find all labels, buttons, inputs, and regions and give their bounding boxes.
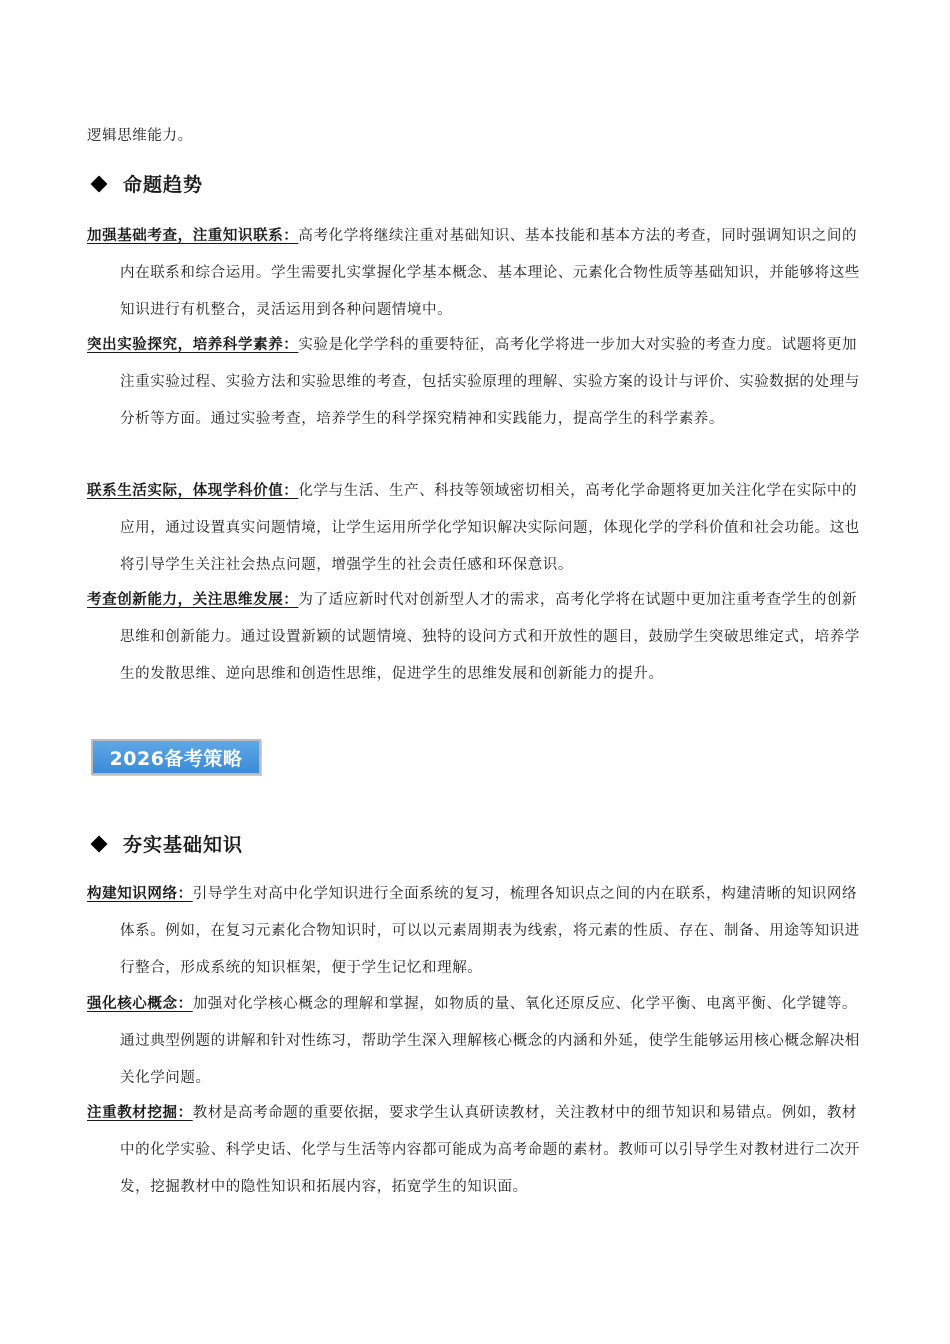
paragraph-lead: 强化核心概念： [87, 996, 193, 1012]
diamond-bullet-icon [91, 835, 108, 852]
paragraph-lead: 构建知识网络： [87, 886, 193, 902]
paragraph [87, 1095, 867, 1206]
paragraph-lead: 加强基础考查，注重知识联系： [87, 228, 299, 244]
paragraph-text: 化学与生活、生产、科技等领域密切相关，高考化学命题将更加关注化学在实际中的应用，通过设置真实问题情境，让学生运用所学化学知识解决实际问题，体现化学的学科价值和社会功能。这也将引导学生关注社会热点问题，增强学生的社会责任感和环保意识。 [120, 483, 860, 573]
section-title: 命题趋势 [123, 174, 204, 196]
paragraph [87, 986, 867, 1097]
paragraph [87, 876, 867, 987]
paragraph-lead: 考查创新能力，关注思维发展： [87, 592, 299, 608]
paragraph-text: 引导学生对高中化学知识进行全面系统的复习，梳理各知识点之间的内在联系，构建清晰的知识网络体系。例如，在复习元素化合物知识时，可以以元素周期表为线索，将元素的性质、存在、制备、用途等知识进行整合，形成系统的知识框架，便于学生记忆和理解。 [120, 886, 860, 976]
paragraph-text: 教材是高考命题的重要依据，要求学生认真研读教材，关注教材中的细节知识和易错点。例如，教材中的化学实验、科学史话、化学与生活等内容都可能成为高考命题的素材。教师可以引导学生对教材进行二次开发，挖掘教材中的隐性知识和拓展内容，拓宽学生的知识面。 [120, 1105, 860, 1195]
paragraph [87, 473, 867, 584]
strategy-banner: 2026备考策略 [91, 739, 261, 775]
paragraph-lead: 联系生活实际，体现学科价值： [87, 483, 299, 499]
paragraph-text: 加强对化学核心概念的理解和掌握，如物质的量、氧化还原反应、化学平衡、电离平衡、化学键等。通过典型例题的讲解和针对性练习，帮助学生深入理解核心概念的内涵和外延，使学生能够运用核心概念解决相关化学问题。 [120, 996, 860, 1086]
paragraph [87, 582, 867, 693]
section-heading-trends [88, 170, 203, 197]
paragraph-text: 高考化学将继续注重对基础知识、基本技能和基本方法的考查，同时强调知识之间的内在联系和综合运用。学生需要扎实掌握化学基本概念、基本理论、元素化合物性质等基础知识，并能够将这些知识进行有机整合，灵活运用到各种问题情境中。 [120, 228, 860, 318]
paragraph-text: 为了适应新时代对创新型人才的需求，高考化学将在试题中更加注重考查学生的创新思维和创新能力。通过设置新颖的试题情境、独特的设问方式和开放性的题目，鼓励学生突破思维定式，培养学生的发散思维、逆向思维和创造性思维，促进学生的思维发展和创新能力的提升。 [120, 592, 860, 682]
paragraph [87, 327, 867, 438]
diamond-bullet-icon [91, 175, 108, 192]
paragraph-lead: 注重教材挖掘： [87, 1105, 193, 1121]
paragraph-lead: 突出实验探究，培养科学素养： [87, 337, 299, 353]
intro-tail-text: 逻辑思维能力。 [87, 128, 193, 144]
paragraph [87, 218, 867, 329]
section-title: 夯实基础知识 [123, 834, 244, 856]
section-heading-basics [88, 830, 243, 857]
paragraph-text: 实验是化学学科的重要特征，高考化学将进一步加大对实验的考查力度。试题将更加注重实验过程、实验方法和实验思维的考查，包括实验原理的理解、实验方案的设计与评价、实验数据的处理与分析等方面。通过实验考查，培养学生的科学探究精神和实践能力，提高学生的科学素养。 [120, 337, 860, 427]
